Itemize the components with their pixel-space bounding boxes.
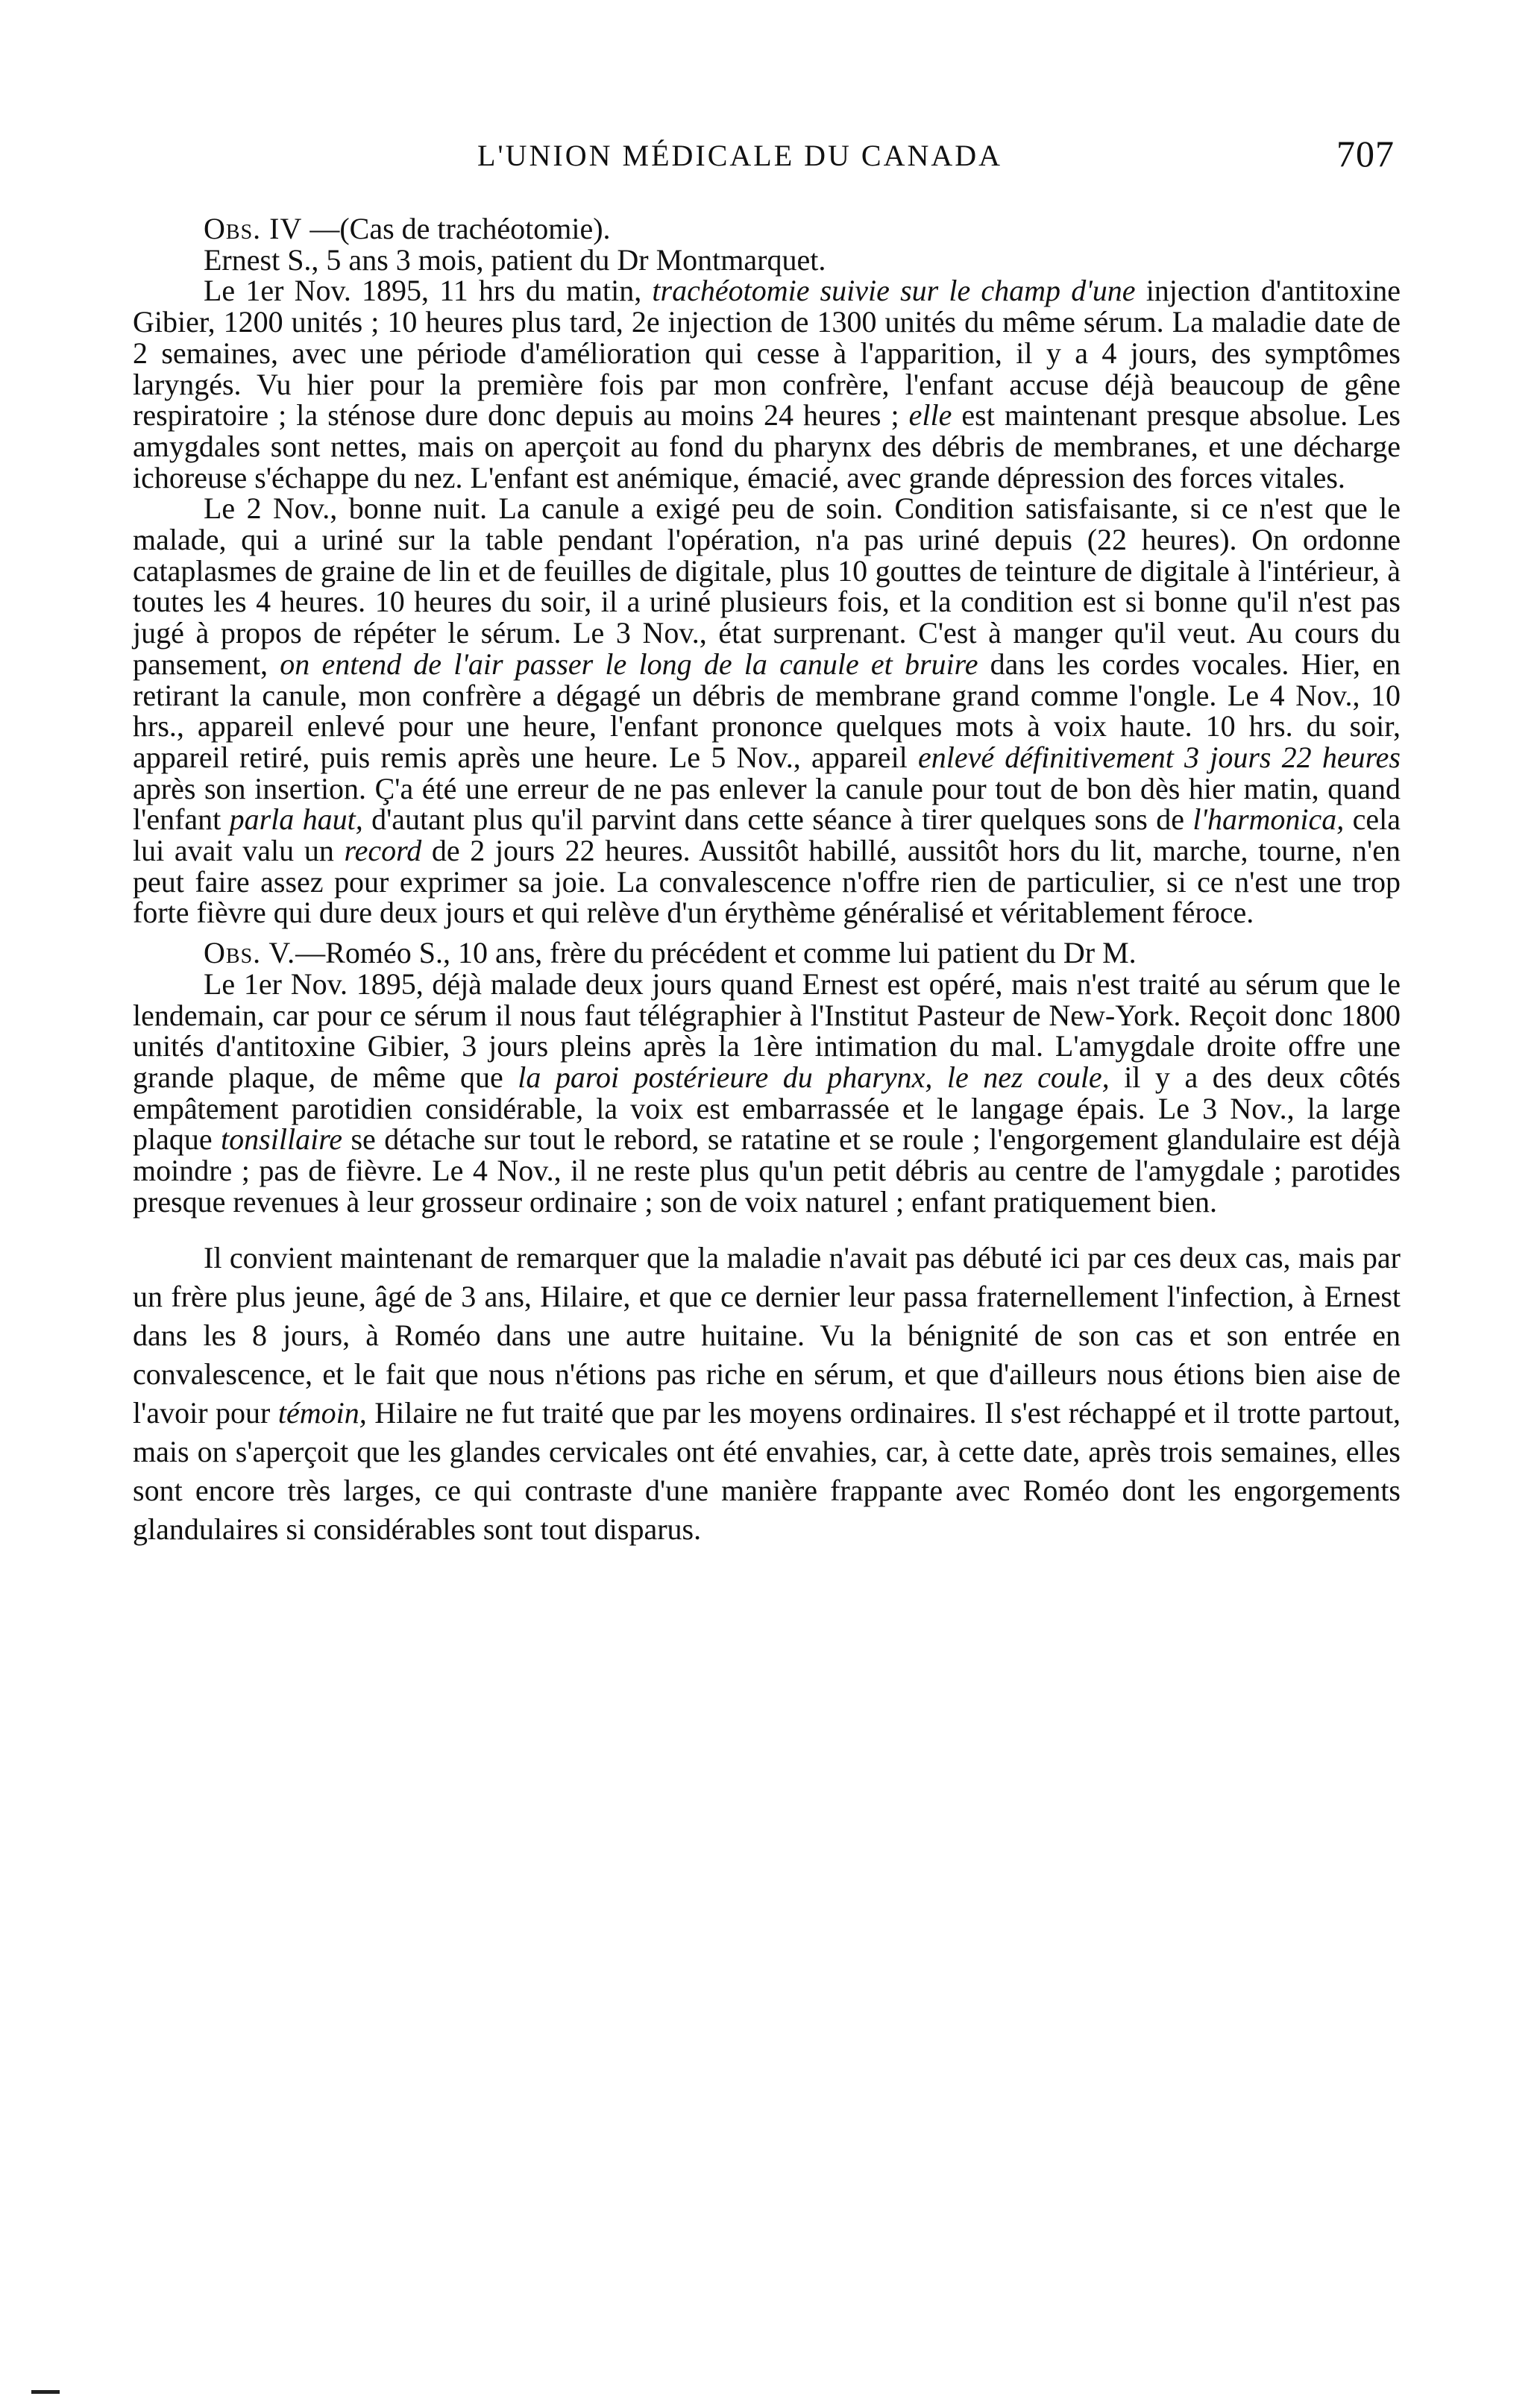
running-header [477, 133, 1395, 183]
text-run: est maintenant presque absolue. Les amygdales sont nettes, mais on aperçoit au fond du pharynx des débris de membranes, et une décharge ichoreuse s'échappe du nez. L'enfant est anémique, émacié, avec grande dépression des forces vitales. [133, 398, 1401, 494]
obs-iv-paragraph-2 [133, 493, 1401, 928]
article-body [133, 213, 1401, 1549]
italic-run: trachéotomie suivie sur le champ d'une [652, 274, 1136, 308]
obs-iv-patient-text: Ernest S., 5 ans 3 mois, patient du Dr Montmarquet. [204, 242, 826, 277]
italic-run: elle [908, 398, 952, 433]
italic-run: on entend de l'air passer le long de la canule et bruire [280, 647, 978, 681]
obs-v-heading [133, 937, 1401, 969]
italic-run: record [344, 834, 422, 868]
obs-v-title: —Roméo S., 10 ans, frère du précédent et comme lui patient du Dr M. [295, 936, 1137, 970]
text-run: d'autant plus qu'il parvint dans cette séance à tirer quelques sons de [362, 802, 1193, 837]
text-run: se détache sur tout le rebord, se ratatine et se roule ; l'engorgement glandulaire est déjà moindre ; pas de fièvre. Le 4 Nov., il ne reste plus qu'un petit débris au centre de l'amygdale ; parotides presque revenues à leur grosseur ordinaire ; son de voix naturel ; enfant pratiquement bien. [133, 1122, 1401, 1219]
text-run: Il convient maintenant de remarquer que la maladie n'avait pas débuté ici par ces deux cas, mais par un frère plus jeune, âgé de 3 ans, Hilaire, et que ce dernier leur passa fraternellement l'infection, à Ernest dans les 8 jours, à Roméo dans une autre huitaine. Vu la bénignité de son cas et son entrée en convalescence, et le fait que nous n'étions pas riche en sérum, et que d'ailleurs nous étions bien aise de l'avoir pour [133, 1240, 1401, 1430]
text-run: cela lui avait valu un [133, 802, 1401, 868]
text-run: Le 2 Nov., bonne nuit. La canule a exigé peu de soin. Condition satisfaisante, si ce n'est que le malade, qui a uriné sur la table pendant l'opération, n'a pas uriné depuis (22 heures). On ordonne cataplasmes de graine de lin et de feuilles de digitale, plus 10 gouttes de teinture de digitale à l'intérieur, à toutes les 4 heures. 10 heures du soir, il a uriné plusieurs fois, et la condition est si bonne qu'il n'est pas jugé à propos de répéter le sérum. Le 3 Nov., état surprenant. C'est à manger qu'il veut. Au cours du pansement, [133, 491, 1401, 681]
italic-run: témoin, [277, 1395, 367, 1430]
text-run: Le 1er Nov. 1895, déjà malade deux jours quand Ernest est opéré, mais n'est traité au sérum que le lendemain, car pour ce sérum il nous faut télégraphier à l'Institut Pasteur de New-York. Reçoit donc 1800 unités d'antitoxine Gibier, 3 jours pleins après la 1ère intimation du mal. L'amygdale droite offre une grande plaque, de même que [133, 966, 1401, 1094]
text-run: Hilaire ne fut traité que par les moyens ordinaires. Il s'est réchappé et il trotte partout, mais on s'aperçoit que les glandes cervicales ont été envahies, car, à cette date, après trois semaines, elles sont encore très larges, ce qui contraste d'une manière frappante avec Roméo dont les engorgements glandulaires si considérables sont tout disparus. [133, 1395, 1401, 1546]
obs-v-label: Obs. V. [204, 936, 296, 970]
running-title: L'UNION MÉDICALE DU CANADA [477, 139, 1003, 172]
text-run: il y a des deux côtés empâtement parotidien considérable, la voix est embarrassée et le langage épais. Le 3 Nov., la large plaque [133, 1060, 1401, 1157]
text-run: dans les cordes vocales. Hier, en retirant la canule, mon confrère a dégagé un débris de membrane grand comme l'ongle. Le 4 Nov., 10 hrs., appareil enlevé pour une heure, l'enfant prononce quelques mots à voix haute. 10 hrs. du soir, appareil retiré, puis remis après une heure. Le 5 Nov., appareil [133, 647, 1401, 774]
obs-iv-title: —(Cas de trachéotomie). [302, 212, 611, 245]
obs-iv-label: Obs. IV [204, 212, 303, 245]
italic-run: parla haut, [229, 802, 363, 837]
obs-iv-patient [133, 242, 1401, 277]
text-run: Le 1er Nov. 1895, 11 hrs du matin, [204, 274, 653, 308]
italic-run: tonsillaire [221, 1122, 343, 1157]
text-run: après son insertion. Ç'a été une erreur de ne pas enlever la canule pour tout de bon dès hier matin, quand l'enfant [133, 771, 1401, 837]
obs-iv-paragraph-1 [133, 275, 1401, 493]
text-run: injection d'antitoxine Gibier, 1200 unités ; 10 heures plus tard, 2e injection de 1300 unités du même sérum. La maladie date de 2 semaines, avec une période d'amélioration qui cesse à l'apparition, il y a 4 jours, des symptômes laryngés. Vu hier pour la première fois par mon confrère, l'enfant accuse déjà beaucoup de gêne respiratoire ; la sténose dure donc depuis au moins 24 heures ; [133, 274, 1401, 433]
scan-edge-mark [31, 2390, 60, 2394]
italic-run: l'harmonica, [1192, 802, 1345, 837]
page-number: 707 [1336, 133, 1395, 175]
obs-iv-heading [133, 213, 1401, 245]
text-run: de 2 jours 22 heures. Aussitôt habillé, aussitôt hors du lit, marche, tourne, n'en peut faire assez pour exprimer sa joie. La convalescence n'offre rien de particulier, si ce n'est une trop forte fièvre qui dure deux jours et qui relève d'un érythème généralisé et véritablement féroce. [133, 834, 1401, 930]
obs-v-paragraph-1 [133, 966, 1401, 1219]
conclusion-paragraph [133, 1239, 1401, 1549]
italic-run: enlevé définitivement 3 jours 22 heures [917, 740, 1401, 774]
italic-run: la paroi postérieure du pharynx, le nez coule, [518, 1060, 1110, 1094]
